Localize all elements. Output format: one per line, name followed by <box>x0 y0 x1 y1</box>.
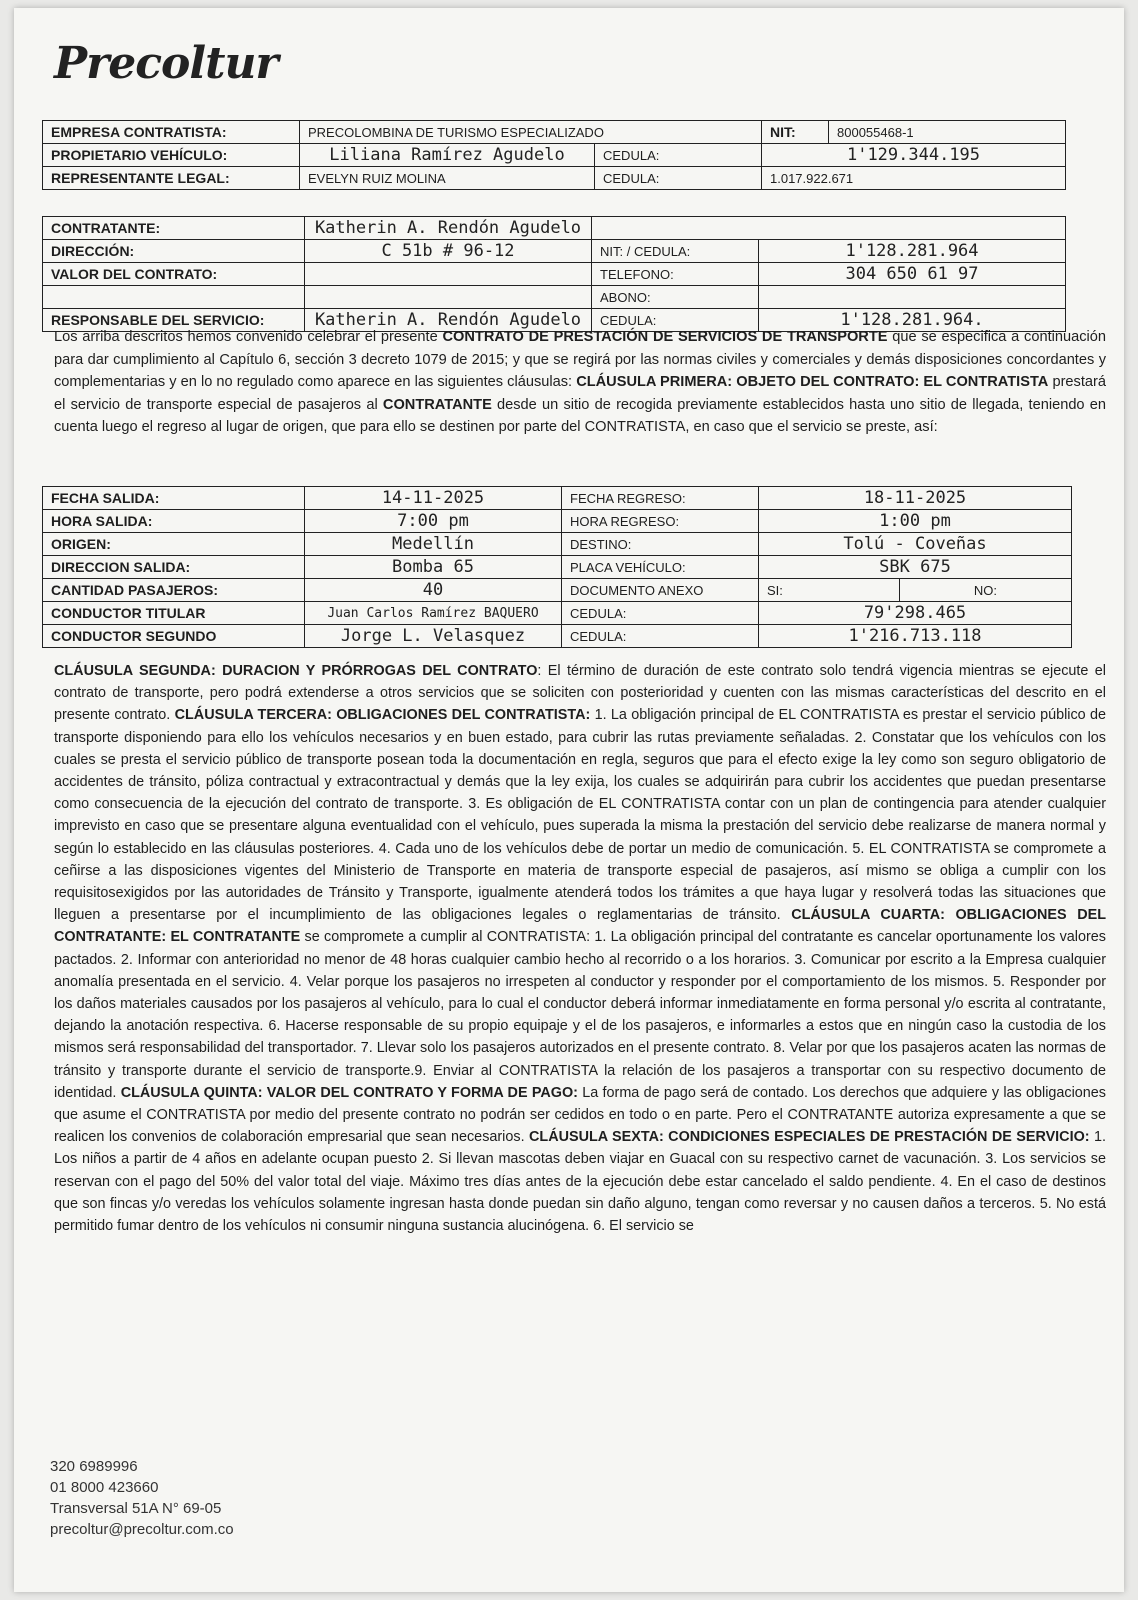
direccion-value: C 51b # 96-12 <box>305 240 592 263</box>
cedula-label: CEDULA: <box>562 602 759 625</box>
contact-footer <box>50 1456 234 1540</box>
responsable-value: Katherin A. Rendón Agudelo <box>305 309 592 332</box>
address: Transversal 51A N° 69-05 <box>50 1500 222 1517</box>
destino-value: Tolú - Coveñas <box>759 533 1072 556</box>
email: precoltur@precoltur.com.co <box>50 1521 234 1538</box>
origen-label: ORIGEN: <box>43 533 305 556</box>
origen-value: Medellín <box>305 533 562 556</box>
empresa-label: EMPRESA CONTRATISTA: <box>43 121 300 144</box>
nit-cedula-value: 1'128.281.964 <box>759 240 1066 263</box>
hora-salida-value: 7:00 pm <box>305 510 562 533</box>
telefono-label: TELEFONO: <box>592 263 759 286</box>
toll-free-number: 01 8000 423660 <box>50 1479 159 1496</box>
fecha-salida-label: FECHA SALIDA: <box>43 487 305 510</box>
cedula-label: CEDULA: <box>595 167 762 190</box>
propietario-label: PROPIETARIO VEHÍCULO: <box>43 144 300 167</box>
trip-table <box>42 486 1072 648</box>
fecha-regreso-value: 18-11-2025 <box>759 487 1072 510</box>
clauses-paragraph: CLÁUSULA SEGUNDA: DURACION Y PRÓRROGAS DEL CONTRATO: El término de duración de este contrato solo tendrá vigencia mientras se ejecute el contrato de transporte, pero podrá extenderse a otros servicios que se soliciten con posterioridad y cuenten con las mismas características del descrito en el presente contrato. CLÁUSULA TERCERA: OBLIGACIONES DEL CONTRATISTA: 1. La obligación principal de EL CONTRATISTA es prestar el servicio público de transporte disponiendo para ello los vehículos necesarios y en buen estado, para cubrir las rutas previamente señaladas. 2. Constatar que los vehículos con los cuales se presta el servicio público de transporte posean toda la documentación en regla, seguros que para el efecto exige la ley como son seguro obligatorio de accidentes de tránsito, póliza contractual y extracontractual y demás que la ley exija, los cuales se adquirirán para cubrir los accidentes que puedan presentarse como consecuencia de la ejecución del contrato de transporte. 3. Es obligación de EL CONTRATISTA contar con un plan de contingencia para atender cualquier imprevisto en caso que se presentare alguna eventualidad con el vehículo, pues superada la misma la prestación del servicio debe realizarse de manera normal y según lo establecido en las cláusulas posteriores. 4. Cada uno de los vehículos debe de portar un medio de comunicación. 5. EL CONTRATISTA se compromete a ceñirse a las disposiciones vigentes del Ministerio de Transporte en materia de transporte especial de pasajeros, así mismo se obliga a cumplir con los requisitosexigidos por las autoridades de Tránsito y Transporte, igualmente atenderá todos los trámites a que haya lugar y resolverá todas las situaciones que lleguen a presentarse por el incumplimiento de las obligaciones legales o reglamentarias de tránsito. CLÁUSULA CUARTA: OBLIGACIONES DEL CONTRATANTE: EL CONTRATANTE se compromete a cumplir al CONTRATISTA: 1. La obligación principal del contratante es cancelar oportunamente los valores pactados. 2. Informar con anterioridad no menor de 48 horas cualquier cambio hecho al recorrido o a los horarios. 3. Comunicar por escrito a la Empresa cualquier anomalía presentada en el servicio. 4. Velar porque los pasajeros no irrespeten al conductor y responder por el comportamiento de los mismos. 5. Responder por los daños materiales causados por los pasajeros al vehículo, para lo cual el conductor deberá informar inmediatamente en forma personal y/o escrita al contratante, dejando la anotación respectiva. 6. Hacerse responsable de su propio equipaje y el de los pasajeros, e informarles a estos que en ningún caso la custodia de los mismos será responsabilidad del transportador. 7. Llevar solo los pasajeros autorizados en el presente contrato. 8. Velar por que los pasajeros acaten las normas de tránsito y transporte durante el servicio de transporte.9. Enviar al CONTRATISTA la relación de los pasajeros a transportar con su respectivo documento de identidad. CLÁUSULA QUINTA: VALOR DEL CONTRATO Y FORMA DE PAGO: La forma de pago será de contado. Los derechos que adquiere y las obligaciones que asume el CONTRATISTA por medio del presente contrato no podrán ser cedidos en todo o en parte. Pero el CONTRATANTE autoriza expresamente a que se realicen los convenios de colaboración empresarial que sean necesarios. CLÁUSULA SEXTA: CONDICIONES ESPECIALES DE PRESTACIÓN DE SERVICIO: 1. Los niños a partir de 4 años en adelante ocupan puesto 2. Si llevan mascotas deben viajar en Guacal con su respectivo carnet de vacunación. 3. Los servicios se reservan con el pago del 50% del valor total del viaje. Máximo tres días antes de la ejecución debe estar cancelado el saldo pendiente. 4. En el caso de destinos que son fincas y/o veredas los vehículos solamente ingresan hasta donde puedan sin daño alguno, tengan como reversar y no causen daños a terceros. 5. No está permitido fumar dentro de los vehículos ni consumir ninguna sustancia alucinógena. 6. El servicio se <box>54 663 1107 1235</box>
phone-number: 320 6989996 <box>50 1458 138 1475</box>
placa-value: SBK 675 <box>759 556 1072 579</box>
cedula-label: CEDULA: <box>562 625 759 648</box>
company-logo: Precoltur <box>54 38 278 89</box>
cantidad-label: CANTIDAD PASAJEROS: <box>43 579 305 602</box>
empresa-value: PRECOLOMBINA DE TURISMO ESPECIALIZADO <box>300 121 762 144</box>
documento-anexo-label: DOCUMENTO ANEXO <box>562 579 759 602</box>
cedula-label: CEDULA: <box>592 309 759 332</box>
conductor-titular-label: CONDUCTOR TITULAR <box>43 602 305 625</box>
valor-value <box>305 263 592 286</box>
nit-label: NIT: <box>762 121 829 144</box>
cantidad-value: 40 <box>305 579 562 602</box>
representante-cedula: 1.017.922.671 <box>762 167 1066 190</box>
telefono-value: 304 650 61 97 <box>759 263 1066 286</box>
nit-cedula-label: NIT: / CEDULA: <box>592 240 759 263</box>
conductor-segundo-value: Jorge L. Velasquez <box>305 625 562 648</box>
destino-label: DESTINO: <box>562 533 759 556</box>
hora-regreso-value: 1:00 pm <box>759 510 1072 533</box>
direccion-salida-label: DIRECCION SALIDA: <box>43 556 305 579</box>
responsable-cedula: 1'128.281.964. <box>759 309 1066 332</box>
abono-value <box>759 286 1066 309</box>
valor-label: VALOR DEL CONTRATO: <box>43 263 305 286</box>
cedula-label: CEDULA: <box>595 144 762 167</box>
propietario-value: Liliana Ramírez Agudelo <box>300 144 595 167</box>
hora-regreso-label: HORA REGRESO: <box>562 510 759 533</box>
contratante-value: Katherin A. Rendón Agudelo <box>305 217 592 240</box>
conductor-titular-cedula: 79'298.465 <box>759 602 1072 625</box>
no-label: NO: <box>899 579 1071 602</box>
representante-label: REPRESENTANTE LEGAL: <box>43 167 300 190</box>
direccion-salida-value: Bomba 65 <box>305 556 562 579</box>
representante-value: EVELYN RUIZ MOLINA <box>300 167 595 190</box>
hora-salida-label: HORA SALIDA: <box>43 510 305 533</box>
intro-paragraph: Los arriba descritos hemos convenido celebrar el presente CONTRATO DE PRESTACIÓN DE SERVICIOS DE TRANSPORTE que se especifica a continuación para dar cumplimiento al Capítulo 6, sección 3 decreto 1079 de 2015; y que se regirá por las normas civiles y comerciales y demás disposiciones concordantes y complementarias y en lo no regulado como aparece en las siguientes cláusulas: CLÁUSULA PRIMERA: OBJETO DEL CONTRATO: EL CONTRATISTA prestará el servicio de transporte especial de pasajeros al CONTRATANTE desde un sitio de recogida previamente establecidos hasta uno sitio de llegada, teniendo en cuenta luego el regreso al lugar de origen, que para ello se destinen por parte del CONTRATISTA, en caso que el servicio se preste, así: <box>54 329 1106 436</box>
company-table <box>42 120 1066 190</box>
nit-value: 800055468-1 <box>829 121 1066 144</box>
direccion-label: DIRECCIÓN: <box>43 240 305 263</box>
placa-label: PLACA VEHÍCULO: <box>562 556 759 579</box>
conductor-titular-value: Juan Carlos Ramírez BAQUERO <box>305 602 562 625</box>
abono-label: ABONO: <box>592 286 759 309</box>
si-label: SI: <box>759 579 900 602</box>
fecha-salida-value: 14-11-2025 <box>305 487 562 510</box>
fecha-regreso-label: FECHA REGRESO: <box>562 487 759 510</box>
conductor-segundo-cedula: 1'216.713.118 <box>759 625 1072 648</box>
responsable-label: RESPONSABLE DEL SERVICIO: <box>43 309 305 332</box>
propietario-cedula: 1'129.344.195 <box>762 144 1066 167</box>
contract-page <box>14 8 1124 1592</box>
contratante-label: CONTRATANTE: <box>43 217 305 240</box>
conductor-segundo-label: CONDUCTOR SEGUNDO <box>43 625 305 648</box>
contratante-table <box>42 216 1066 332</box>
